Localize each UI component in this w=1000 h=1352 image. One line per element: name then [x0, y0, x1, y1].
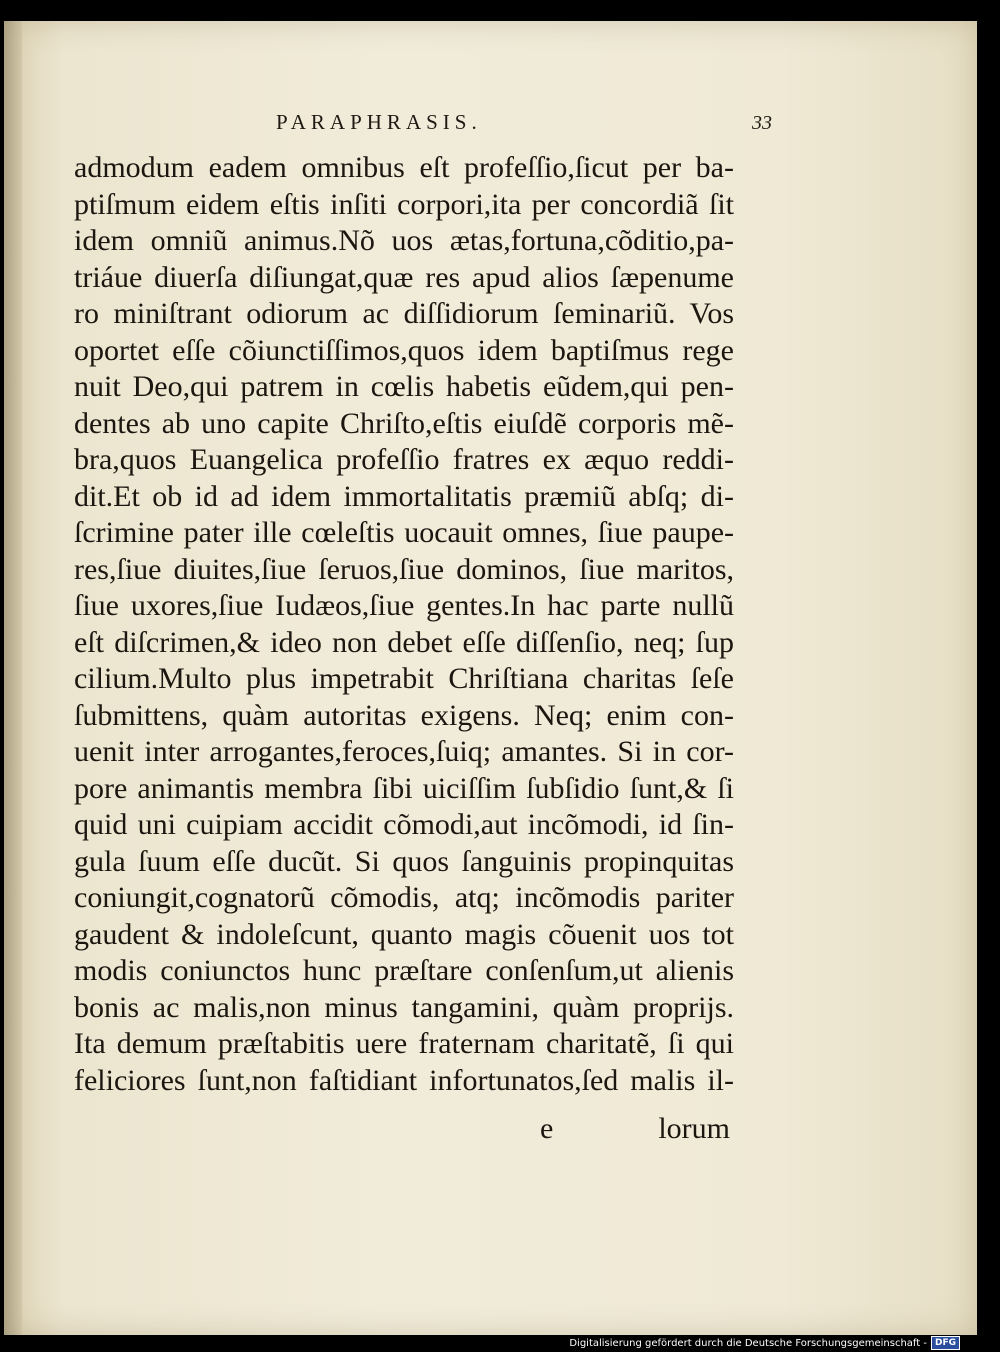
- text-line: oportet eſſe cõiunctiſſimos,quos idem baptiſmus rege: [74, 333, 734, 367]
- text-line: Ita demum præſtabitis uere fraternam charitatẽ, ſi qui: [74, 1027, 734, 1060]
- text-line: ſubmittens, quàm autoritas exigens. Neq; enim con-: [74, 698, 734, 732]
- catch-line: [540, 1112, 730, 1152]
- digitization-footer: [569, 1334, 960, 1352]
- text-line: bonis ac malis,non minus tangamini, quàm proprijs.: [74, 990, 734, 1024]
- text-line: cilium.Multo plus impetrabit Chriſtiana charitas ſeſe: [74, 662, 734, 695]
- text-line: idem omniũ animus.Nõ uos ætas,fortuna,cõditio,pa-: [74, 224, 734, 257]
- folio-number: 33: [752, 112, 772, 134]
- text-line: uenit inter arrogantes,feroces,ſuiq; amantes. Si in cor-: [74, 735, 734, 768]
- text-line: eſt diſcrimen,& ideo non debet eſſe diſſenſio, neq; ſup: [74, 625, 734, 659]
- page-gutter-shadow: [4, 21, 22, 1335]
- text-line: coniungit,cognatorũ cõmodis, atq; incõmodis pariter: [74, 881, 734, 914]
- text-line: dit.Et ob id ad idem immortalitatis præmiũ abſq; di-: [74, 479, 734, 513]
- text-line: dentes ab uno capite Chriſto,eſtis eiuſdẽ corporis mẽ-: [74, 406, 734, 440]
- text-line: ptiſmum eidem eſtis inſiti corpori,ita per concordiã ſit: [74, 187, 734, 221]
- body-text: [74, 150, 734, 1099]
- footer-credit: Digitalisierung gefördert durch die Deutsche Forschungsgemeinschaft -: [569, 1337, 927, 1349]
- signature-mark: e: [540, 1112, 554, 1145]
- text-line: bra,quos Euangelica profeſſio fratres ex æquo reddi-: [74, 443, 734, 476]
- text-line: res,ſiue diuites,ſiue ſeruos,ſiue dominos, ſiue maritos,: [74, 552, 734, 586]
- text-line: ro miniſtrant odiorum ac diſſidiorum ſeminariũ. Vos: [74, 297, 734, 330]
- text-line: pore animantis membra ſibi uiciſſim ſubſidio ſunt,& ſi: [74, 771, 734, 805]
- text-line: admodum eadem omnibus eſt profeſſio,ſicut per ba-: [74, 151, 734, 184]
- text-line: modis coniunctos hunc præſtare conſenſum,ut alienis: [74, 954, 734, 987]
- text-line: triáue diuerſa diſiungat,quæ res apud alios ſæpenume: [74, 260, 734, 294]
- text-line: quid uni cuipiam accidit cõmodi,aut incõmodi, id ſin-: [74, 808, 734, 841]
- text-line: gula ſuum eſſe ducũt. Si quos ſanguinis propinquitas: [74, 844, 734, 878]
- text-line: nuit Deo,qui patrem in cœlis habetis eũdem,qui pen-: [74, 370, 734, 403]
- text-line: ſiue uxores,ſiue Iudæos,ſiue gentes.In hac parte nullũ: [74, 589, 734, 622]
- catchword: lorum: [658, 1112, 730, 1145]
- text-line: gaudent & indoleſcunt, quanto magis cõuenit uos tot: [74, 917, 734, 951]
- text-line: feliciores ſunt,non faſtidiant infortunatos,ſed malis il-: [74, 1063, 734, 1097]
- text-line: ſcrimine pater ille cœleſtis uocauit omnes, ſiue paupe-: [74, 516, 734, 549]
- dfg-logo: DFG: [931, 1336, 960, 1350]
- running-head: PARAPHRASIS.: [276, 110, 482, 134]
